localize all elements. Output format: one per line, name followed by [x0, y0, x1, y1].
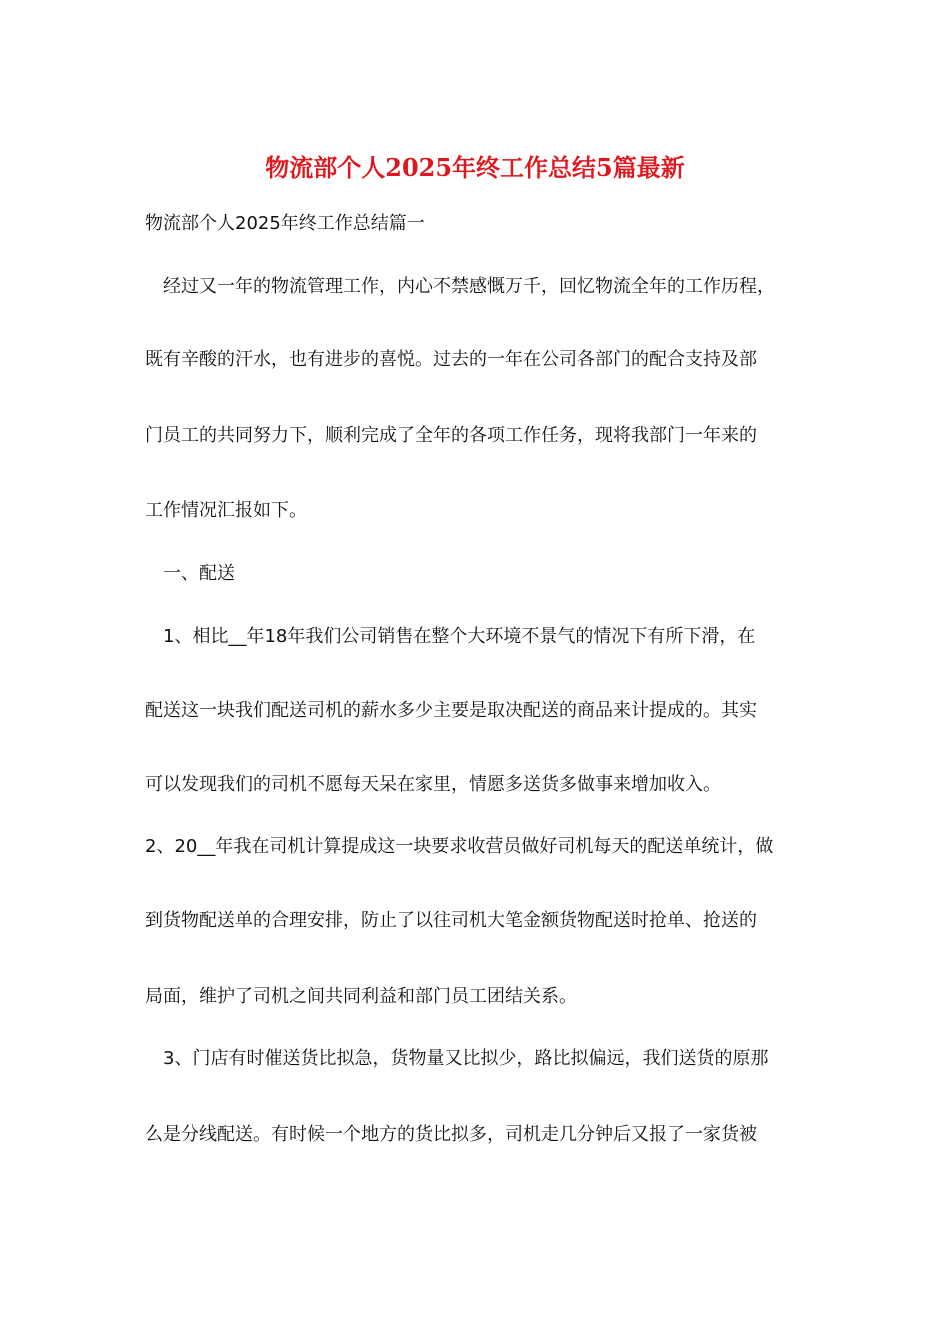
- paragraph-line: 工作情况汇报如下。: [145, 500, 307, 521]
- paragraph-line: 到货物配送单的合理安排，防止了以往司机大笔金额货物配送时抢单、抢送的: [145, 910, 757, 931]
- paragraph-line: 么是分线配送。有时候一个地方的货比拟多，司机走几分钟后又报了一家货被: [145, 1124, 757, 1145]
- paragraph-line: 2、20__年我在司机计算提成这一块要求收营员做好司机每天的配送单统计，做: [145, 836, 774, 857]
- paragraph-line: 既有辛酸的汗水，也有进步的喜悦。过去的一年在公司各部门的配合支持及部: [145, 349, 757, 370]
- paragraph-line: 1、相比__年18年我们公司销售在整个大环境不景气的情况下有所下滑，在: [145, 626, 756, 647]
- paragraph-line: 3、门店有时催送货比拟急，货物量又比拟少，路比拟偏远，我们送货的原那: [145, 1048, 769, 1069]
- paragraph-line: 经过又一年的物流管理工作，内心不禁感慨万千，回忆物流全年的工作历程，: [145, 276, 775, 297]
- paragraph-line: 可以发现我们的司机不愿每天呆在家里，情愿多送货多做事来增加收入。: [145, 774, 721, 795]
- document-title: 物流部个人2025年终工作总结5篇最新: [265, 153, 685, 182]
- paragraph-line: 局面，维护了司机之间共同利益和部门员工团结关系。: [145, 986, 577, 1007]
- section-heading: 物流部个人2025年终工作总结篇一: [145, 213, 425, 234]
- subsection-heading: 一、配送: [145, 563, 235, 584]
- paragraph-line: 门员工的共同努力下，顺利完成了全年的各项工作任务，现将我部门一年来的: [145, 425, 757, 446]
- paragraph-line: 配送这一块我们配送司机的薪水多少主要是取决配送的商品来计提成的。其实: [145, 700, 757, 721]
